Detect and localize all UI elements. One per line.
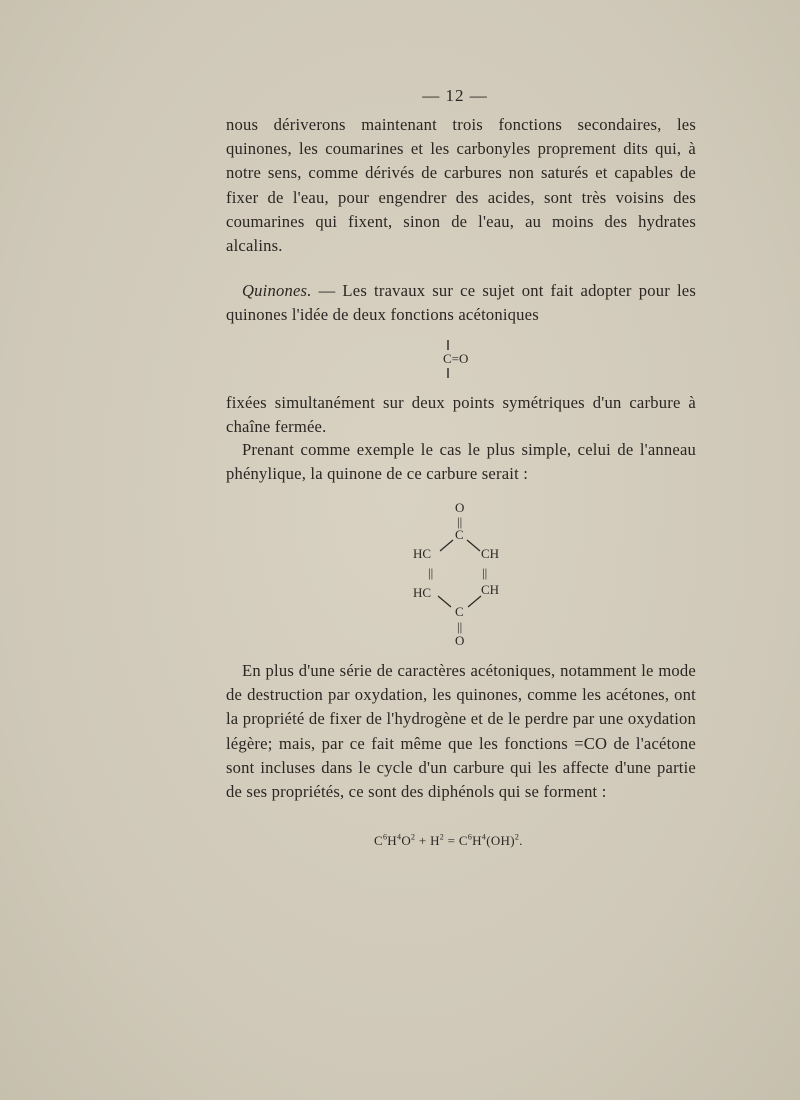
quinone-top-carbon: C <box>455 527 464 542</box>
eq-lhs-o: O <box>401 833 412 848</box>
quinone-right-double-bond: || <box>482 565 488 580</box>
quinone-bottom-carbon: C <box>455 604 464 619</box>
ketone-atom: C=O <box>443 351 469 366</box>
quinones-heading: Quinones. <box>242 281 312 300</box>
eq-rhs-c-sub: 6 <box>467 832 473 842</box>
quinone-right-upper: CH <box>481 546 500 561</box>
eq-rhs-oh-sub: 2 <box>514 832 520 842</box>
eq-lhs-h: H <box>387 833 397 848</box>
eq-h2: H <box>430 833 440 848</box>
quinone-left-upper: HC <box>413 546 432 561</box>
eq-rhs-h-sub: 4 <box>481 832 487 842</box>
eq-rhs-oh: (OH) <box>486 833 515 848</box>
eq-lhs-c: C <box>374 833 383 848</box>
paragraph-fixed: fixées simultanément sur deux points symétriques d'un carbure à chaîne fermée. <box>226 393 696 437</box>
eq-lhs-h-sub: 4 <box>397 832 402 842</box>
quinone-bottom-double-bond: || <box>457 619 463 634</box>
eq-equals: = <box>447 833 456 848</box>
eq-rhs-c: C <box>458 833 468 848</box>
quinone-top-double-bond: || <box>457 514 463 529</box>
page-number: — 12 — <box>422 86 488 105</box>
quinone-structure <box>405 494 525 654</box>
paragraph-example: Prenant comme exemple le cas le plus simple, celui de l'anneau phénylique, la quinone de ce carbure serait : <box>226 440 696 484</box>
paragraph-conclusion: En plus d'une série de caractères acétoniques, notamment le mode de destruction par oxydation, les quinones, comme les acétones, ont la propriété de fixer de l'hydrogène et de le perdre par une oxydation légère; mais, par ce fait même que les fonctions =CO de l'acétone sont incluses dans le cycle d'un carbure qui les affecte d'une partie de ses propriétés, ce sont des diphénols qui se forment : <box>226 661 696 802</box>
quinone-left-lower: HC <box>413 585 432 600</box>
quinone-left-double-bond: || <box>428 565 434 580</box>
eq-lhs-o-sub: 2 <box>411 832 416 842</box>
ketone-formula <box>436 336 496 386</box>
eq-plus: + <box>418 833 427 848</box>
quinones-text: — Les travaux sur ce sujet ont fait adopter pour les quinones l'idée de deux fonctions acétoniques <box>226 281 696 325</box>
quinone-bottom-oxygen: O <box>455 633 465 648</box>
eq-end: . <box>519 833 523 848</box>
eq-h2-sub: 2 <box>439 832 445 842</box>
eq-rhs-h: H <box>472 833 482 848</box>
paragraph-intro: nous dériverons maintenant trois fonctions secondaires, les quinones, les coumarines et les carbonyles proprement dits qui, à notre sens, comme dérivés de carbures non saturés et capables de fixer de l'eau, pour engendrer des acides, sont très voisins des coumarines qui fixent, sinon de l'eau, au moins des hydrates alcalins. <box>226 115 696 256</box>
eq-lhs-c-sub: 6 <box>382 832 388 842</box>
quinone-top-oxygen: O <box>455 500 465 515</box>
quinone-right-lower: CH <box>481 582 500 597</box>
equation <box>374 833 523 849</box>
paragraph-quinones <box>226 279 696 327</box>
